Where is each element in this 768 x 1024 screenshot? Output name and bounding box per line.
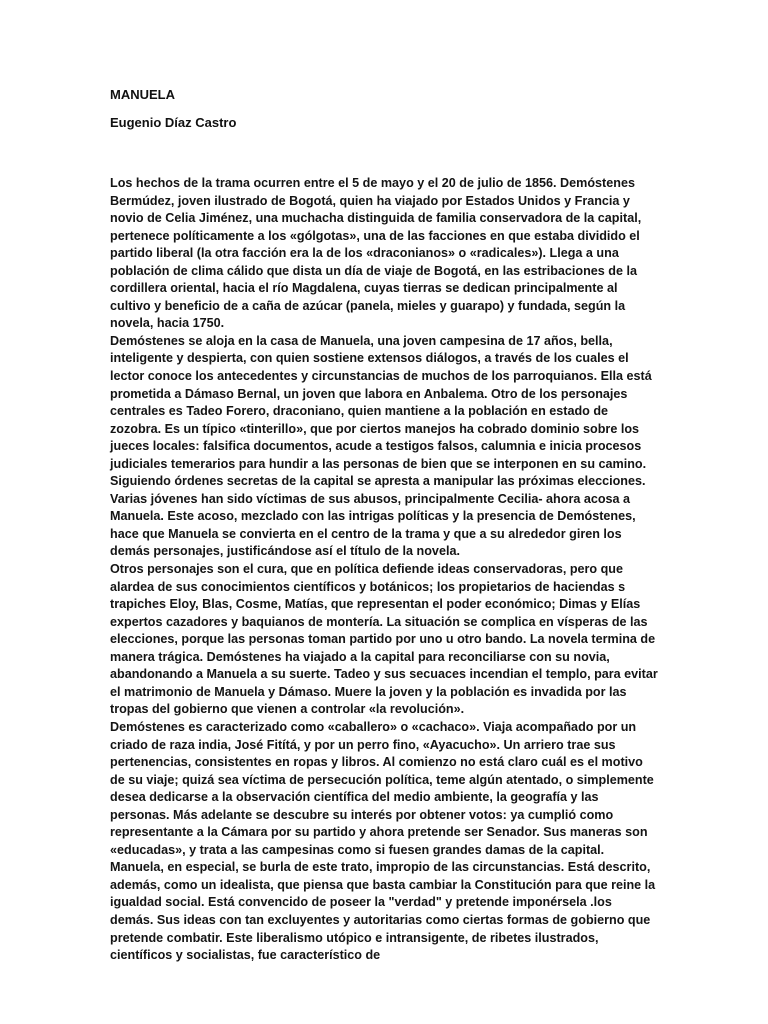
document-author: Eugenio Díaz Castro xyxy=(110,115,237,130)
paragraph: Otros personajes son el cura, que en política defiende ideas conservadoras, pero que alardea de sus conocimientos científicos y botánicos; los propietarios de haciendas s trapiches Eloy, Blas, Cosme, Matías, que representan el poder económico; Dimas y Elías expertos cazadores y baquianos de montería. La situación se complica en vísperas de las elecciones, porque las personas toman partido por uno u otro bando. La novela termina de manera trágica. Demóstenes ha viajado a la capital para reconciliarse con su novia, abandonando a Manuela a su suerte. Tadeo y sus secuaces incendian el templo, para evitar el matrimonio de Manuela y Dámaso. Muere la joven y la población es invadida por las tropas del gobierno que vienen a controlar «la revolución». xyxy=(110,562,658,717)
paragraph: Demóstenes se aloja en la casa de Manuela, una joven campesina de 17 años, bella, inteligente y despierta, con quien sostiene extensos diálogos, a través de los cuales el lector conoce los antecedentes y circunstancias de muchos de los parroquianos. Ella está prometida a Dámaso Bernal, un joven que labora en Anbalema. Otro de los personajes centrales es Tadeo Forero, draconiano, quien mantiene a la población en estado de zozobra. Es un típico «tinterillo», que por ciertos manejos ha cobrado dominio sobre los jueces locales: falsifica documentos, acude a testigos falsos, calumnia e inicia procesos judiciales temerarios para hundir a las personas de bien que se interponen en su camino. Siguiendo órdenes secretas de la capital se apresta a manipular las próximas elecciones. Varias jóvenes han sido víctimas de sus abusos, principalmente Cecilia- ahora acosa a Manuela. Este acoso, mezclado con las intrigas políticas y la presencia de Demóstenes, hace que Manuela se convierta en el centro de la trama y que a su alrededor giren los demás personajes, justificándose así el título de la novela. xyxy=(110,333,652,559)
paragraph: Los hechos de la trama ocurren entre el 5 de mayo y el 20 de julio de 1856. Demóstenes Bermúdez, joven ilustrado de Bogotá, quien ha viajado por Estados Unidos y Francia y novio de Celia Jiménez, una muchacha distinguida de familia conservadora de la capital, pertenece políticamente a los «gólgotas», una de las facciones en que estaba dividido el partido liberal (la otra facción era la de los «draconianos» o «radicales»). Llega a una población de clima cálido que dista un día de viaje de Bogotá, en las estribaciones de la cordillera oriental, hacia el río Magdalena, cuyas tierras se dedican principalmente al cultivo y beneficio de a caña de azúcar (panela, mieles y guarapo) y fundada, según la novela, hacia 1750. xyxy=(110,176,642,331)
document-title: MANUELA xyxy=(110,87,175,102)
paragraph: Demóstenes es caracterizado como «caballero» o «cachaco». Viaja acompañado por un criado de raza india, José Fitítá, y por un perro fino, «Ayacucho». Un arriero trae sus pertenencias, consistentes en ropas y libros. Al comienzo no está claro cuál es el motivo de su viaje; quizá sea víctima de persecución política, teme algún atentado, o simplemente desea dedicarse a la observación científica del medio ambiente, la geografía y las personas. Más adelante se descubre su interés por obtener votos: ya cumplió como representante a la Cámara por su partido y ahora pretende ser Senador. Sus maneras son «educadas», y trata a las campesinas como si fuesen grandes damas de la capital. Manuela, en especial, se burla de este trato, impropio de las circunstancias. Está descrito, además, como un idealista, que piensa que basta cambiar la Constitución para que reine la igualdad social. Está convencido de poseer la "verdad" y pretende imponérsela .los demás. Sus ideas con tan excluyentes y autoritarias como ciertas formas de gobierno que pretende combatir. Este liberalismo utópico e intransigente, de ribetes ilustrados, científicos y socialistas, fue característico de xyxy=(110,719,656,963)
document-body xyxy=(110,175,658,965)
